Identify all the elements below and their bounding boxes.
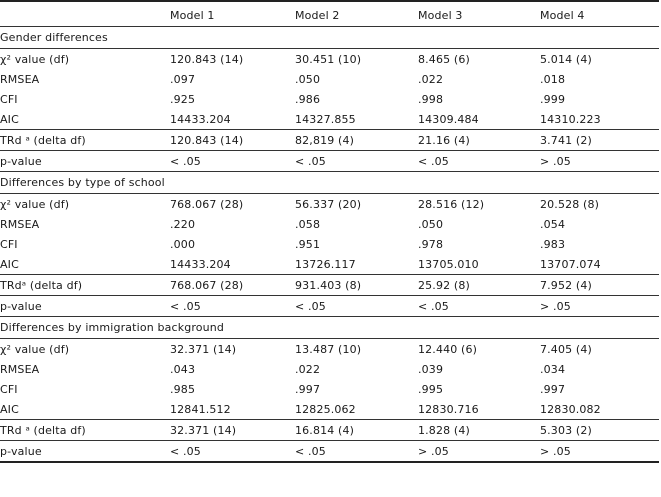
cell-model-4: 20.528 (8): [540, 197, 600, 211]
table-top-rule: [0, 0, 659, 2]
cell-model-3: 28.516 (12): [418, 197, 485, 211]
table-row: [0, 69, 659, 89]
table-row: [0, 339, 659, 360]
row-label: RMSEA: [0, 72, 40, 86]
cell-model-4: 12830.082: [540, 402, 601, 416]
row-label: CFI: [0, 237, 18, 251]
cell-model-1: 32.371 (14): [165, 420, 290, 441]
table-row: [0, 359, 659, 379]
cell-model-3: 14309.484: [418, 112, 479, 126]
row-label: TRd ᵃ (delta df): [0, 130, 165, 151]
cell-model-1: 14433.204: [170, 112, 231, 126]
cell-model-1: .043: [170, 362, 196, 376]
table-row: [0, 151, 659, 172]
table-row: [0, 275, 659, 296]
cell-model-2: 13726.117: [295, 257, 356, 271]
section-title: Differences by immigration background: [0, 317, 659, 339]
row-label: RMSEA: [0, 362, 40, 376]
cell-model-2: 12825.062: [295, 402, 356, 416]
cell-model-3: < .05: [413, 296, 535, 317]
cell-model-3: 1.828 (4): [413, 420, 535, 441]
row-label: p-value: [0, 151, 165, 172]
cell-model-4: .983: [540, 237, 566, 251]
cell-model-2: 30.451 (10): [295, 52, 362, 66]
row-label: AIC: [0, 257, 19, 271]
table-row: [0, 420, 659, 441]
cell-model-2: 82,819 (4): [290, 130, 413, 151]
cell-model-3: .998: [418, 92, 444, 106]
cell-model-4: .018: [540, 72, 566, 86]
table-row: [0, 214, 659, 234]
section-title: Differences by type of school: [0, 172, 659, 194]
cell-model-2: < .05: [290, 296, 413, 317]
cell-model-4: .997: [540, 382, 566, 396]
cell-model-2: 931.403 (8): [290, 275, 413, 296]
cell-model-1: .000: [170, 237, 196, 251]
cell-model-4: 7.405 (4): [540, 342, 592, 356]
cell-model-3: .050: [418, 217, 444, 231]
cell-model-2: < .05: [290, 151, 413, 172]
cell-model-4: 3.741 (2): [535, 130, 659, 151]
cell-model-1: 12841.512: [170, 402, 231, 416]
row-label: TRdᵃ (delta df): [0, 275, 165, 296]
row-label: TRd ᵃ (delta df): [0, 420, 165, 441]
row-label: AIC: [0, 402, 19, 416]
cell-model-1: < .05: [165, 441, 290, 463]
cell-model-2: 56.337 (20): [295, 197, 362, 211]
table-row: [0, 296, 659, 317]
table-row: [0, 399, 659, 420]
cell-model-3: 12.440 (6): [418, 342, 478, 356]
cell-model-1: .220: [170, 217, 196, 231]
cell-model-2: 14327.855: [295, 112, 356, 126]
cell-model-2: .022: [295, 362, 321, 376]
header-row: [0, 4, 659, 27]
cell-model-4: .999: [540, 92, 566, 106]
cell-model-4: .034: [540, 362, 566, 376]
section-title-row: [0, 27, 659, 49]
cell-model-1: 768.067 (28): [165, 275, 290, 296]
section-title: Gender differences: [0, 27, 659, 49]
cell-model-4: 5.303 (2): [535, 420, 659, 441]
header-cell-empty: [0, 4, 165, 27]
cell-model-2: .058: [295, 217, 321, 231]
cell-model-3: 13705.010: [418, 257, 479, 271]
row-label: p-value: [0, 441, 165, 463]
row-label: χ² value (df): [0, 197, 70, 211]
cell-model-1: .925: [170, 92, 196, 106]
header-model-3: Model 3: [413, 4, 535, 27]
table-row: [0, 254, 659, 275]
cell-model-1: 768.067 (28): [170, 197, 244, 211]
row-label: RMSEA: [0, 217, 40, 231]
header-model-2: Model 2: [290, 4, 413, 27]
row-label: p-value: [0, 296, 165, 317]
header-model-1: Model 1: [165, 4, 290, 27]
section-title-row: [0, 317, 659, 339]
cell-model-1: 32.371 (14): [170, 342, 237, 356]
cell-model-3: 12830.716: [418, 402, 479, 416]
cell-model-3: .022: [418, 72, 444, 86]
section-title-row: [0, 172, 659, 194]
cell-model-2: < .05: [290, 441, 413, 463]
cell-model-3: .039: [418, 362, 444, 376]
cell-model-2: 16.814 (4): [290, 420, 413, 441]
table-row: [0, 89, 659, 109]
row-label: CFI: [0, 382, 18, 396]
cell-model-3: .978: [418, 237, 444, 251]
cell-model-3: > .05: [413, 441, 535, 463]
row-label: χ² value (df): [0, 52, 70, 66]
cell-model-2: .997: [295, 382, 321, 396]
table-row: [0, 130, 659, 151]
cell-model-4: .054: [540, 217, 566, 231]
cell-model-4: 14310.223: [540, 112, 601, 126]
table-row: [0, 49, 659, 70]
cell-model-1: < .05: [165, 296, 290, 317]
cell-model-4: > .05: [535, 441, 659, 463]
cell-model-4: 13707.074: [540, 257, 601, 271]
cell-model-2: .986: [295, 92, 321, 106]
cell-model-2: 13.487 (10): [295, 342, 362, 356]
cell-model-1: 14433.204: [170, 257, 231, 271]
cell-model-1: 120.843 (14): [170, 52, 244, 66]
row-label: CFI: [0, 92, 18, 106]
table-row: [0, 379, 659, 399]
cell-model-3: 8.465 (6): [418, 52, 470, 66]
cell-model-2: .951: [295, 237, 321, 251]
cell-model-3: < .05: [413, 151, 535, 172]
cell-model-1: < .05: [165, 151, 290, 172]
table-row: [0, 109, 659, 130]
table-row: [0, 234, 659, 254]
cell-model-4: 7.952 (4): [535, 275, 659, 296]
cell-model-4: 5.014 (4): [540, 52, 592, 66]
cell-model-1: 120.843 (14): [165, 130, 290, 151]
cell-model-3: .995: [418, 382, 444, 396]
cell-model-4: > .05: [535, 296, 659, 317]
cell-model-2: .050: [295, 72, 321, 86]
cell-model-3: 25.92 (8): [413, 275, 535, 296]
cell-model-1: .985: [170, 382, 196, 396]
row-label: χ² value (df): [0, 342, 70, 356]
cell-model-1: .097: [170, 72, 196, 86]
cell-model-4: > .05: [535, 151, 659, 172]
cell-model-3: 21.16 (4): [413, 130, 535, 151]
table-row: [0, 194, 659, 215]
model-fit-table: [0, 4, 659, 463]
row-label: AIC: [0, 112, 19, 126]
header-model-4: Model 4: [535, 4, 659, 27]
table-row: [0, 441, 659, 463]
